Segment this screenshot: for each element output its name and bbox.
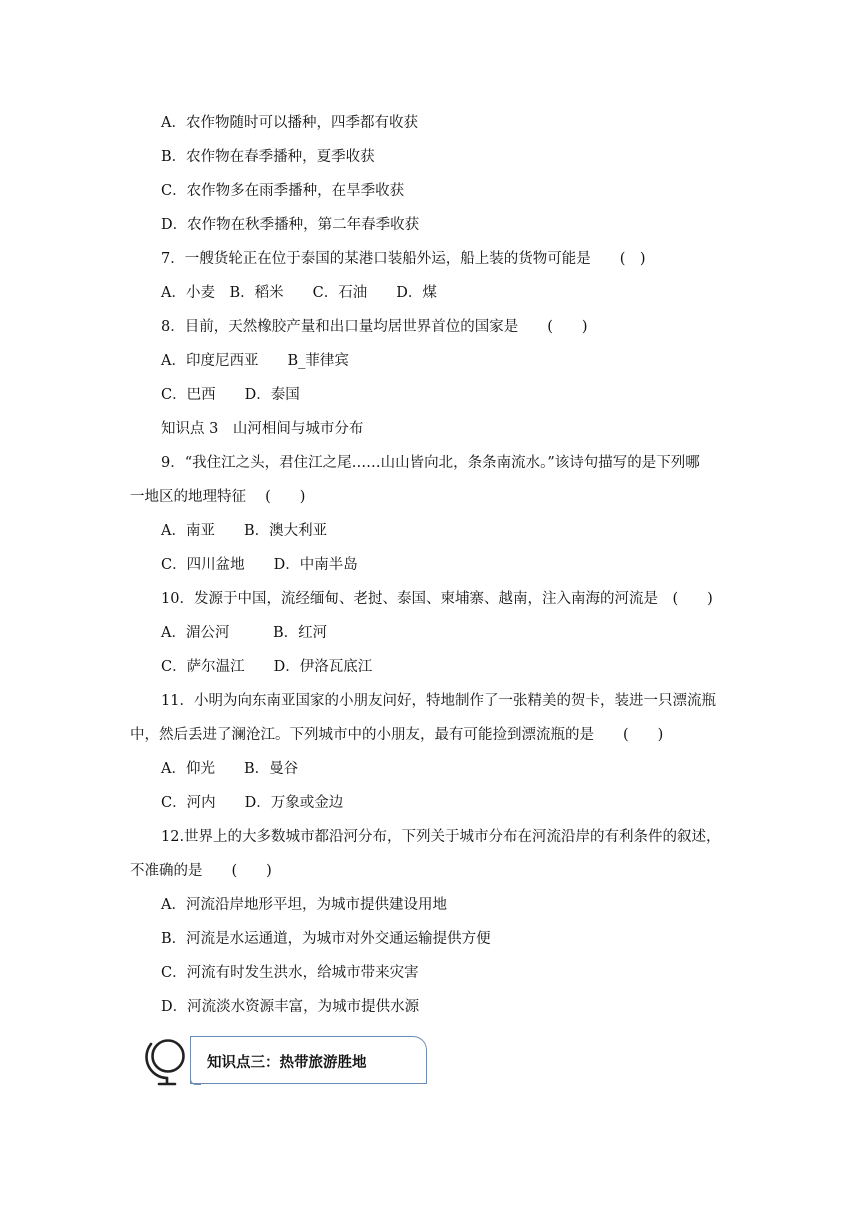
question-12: 12.世界上的大多数城市都沿河分布，下列关于城市分布在河流沿岸的有利条件的叙述， <box>161 829 721 845</box>
option-line: A．农作物随时可以播种，四季都有收获 <box>161 115 418 131</box>
option-line: C．河流有时发生洪水，给城市带来灾害 <box>161 965 419 981</box>
section-heading-title: 知识点三：热带旅游胜地 <box>207 1055 367 1071</box>
question-11-continued: 中，然后丢进了澜沧江。下列城市中的小朋友，最有可能捡到漂流瓶的是 ( ) <box>130 727 664 743</box>
option-line: A．小麦 B．稻米 C．石油 D．煤 <box>161 285 437 301</box>
question-9: 9．“我住江之头，君住江之尾……山山皆向北，条条南流水。”该诗句描写的是下列哪 <box>161 455 700 471</box>
option-line: B．河流是水运通道，为城市对外交通运输提供方便 <box>161 931 491 947</box>
option-line: D．农作物在秋季播种，第二年春季收获 <box>161 217 420 233</box>
option-line: C．农作物多在雨季播种，在旱季收获 <box>161 183 405 199</box>
option-line: C．巴西 D．泰国 <box>161 387 300 403</box>
question-12-continued: 不准确的是 ( ) <box>130 863 272 879</box>
question-8: 8．目前，天然橡胶产量和出口量均居世界首位的国家是 ( ) <box>161 319 588 335</box>
globe-icon <box>144 1036 190 1088</box>
section-heading-box <box>190 1036 427 1084</box>
option-line: A．南亚 B．澳大利亚 <box>161 523 328 539</box>
option-line: A．仰光 B．曼谷 <box>161 761 299 777</box>
option-line: D．河流淡水资源丰富，为城市提供水源 <box>161 999 420 1015</box>
question-10: 10．发源于中国，流经缅甸、老挝、泰国、柬埔寨、越南，注入南海的河流是 ( ) <box>161 591 713 607</box>
knowledge-point-heading: 知识点 3 山河相间与城市分布 <box>161 421 364 437</box>
question-7: 7．一艘货轮正在位于泰国的某港口装船外运，船上装的货物可能是 ( ) <box>161 251 646 267</box>
option-line: C．河内 D．万象或金边 <box>161 795 344 811</box>
question-9-continued: 一地区的地理特征 ( ) <box>130 489 306 505</box>
option-line: A．印度尼西亚 B_菲律宾 <box>161 353 349 369</box>
question-11: 11．小明为向东南亚国家的小朋友问好，特地制作了一张精美的贺卡，装进一只漂流瓶 <box>161 693 716 709</box>
option-line: C．萨尔温江 D．伊洛瓦底江 <box>161 659 373 675</box>
option-line: B．农作物在春季播种，夏季收获 <box>161 149 375 165</box>
option-line: A．河流沿岸地形平坦，为城市提供建设用地 <box>161 897 447 913</box>
option-line: A．湄公河 B．红河 <box>161 625 328 641</box>
option-line: C．四川盆地 D．中南半岛 <box>161 557 358 573</box>
